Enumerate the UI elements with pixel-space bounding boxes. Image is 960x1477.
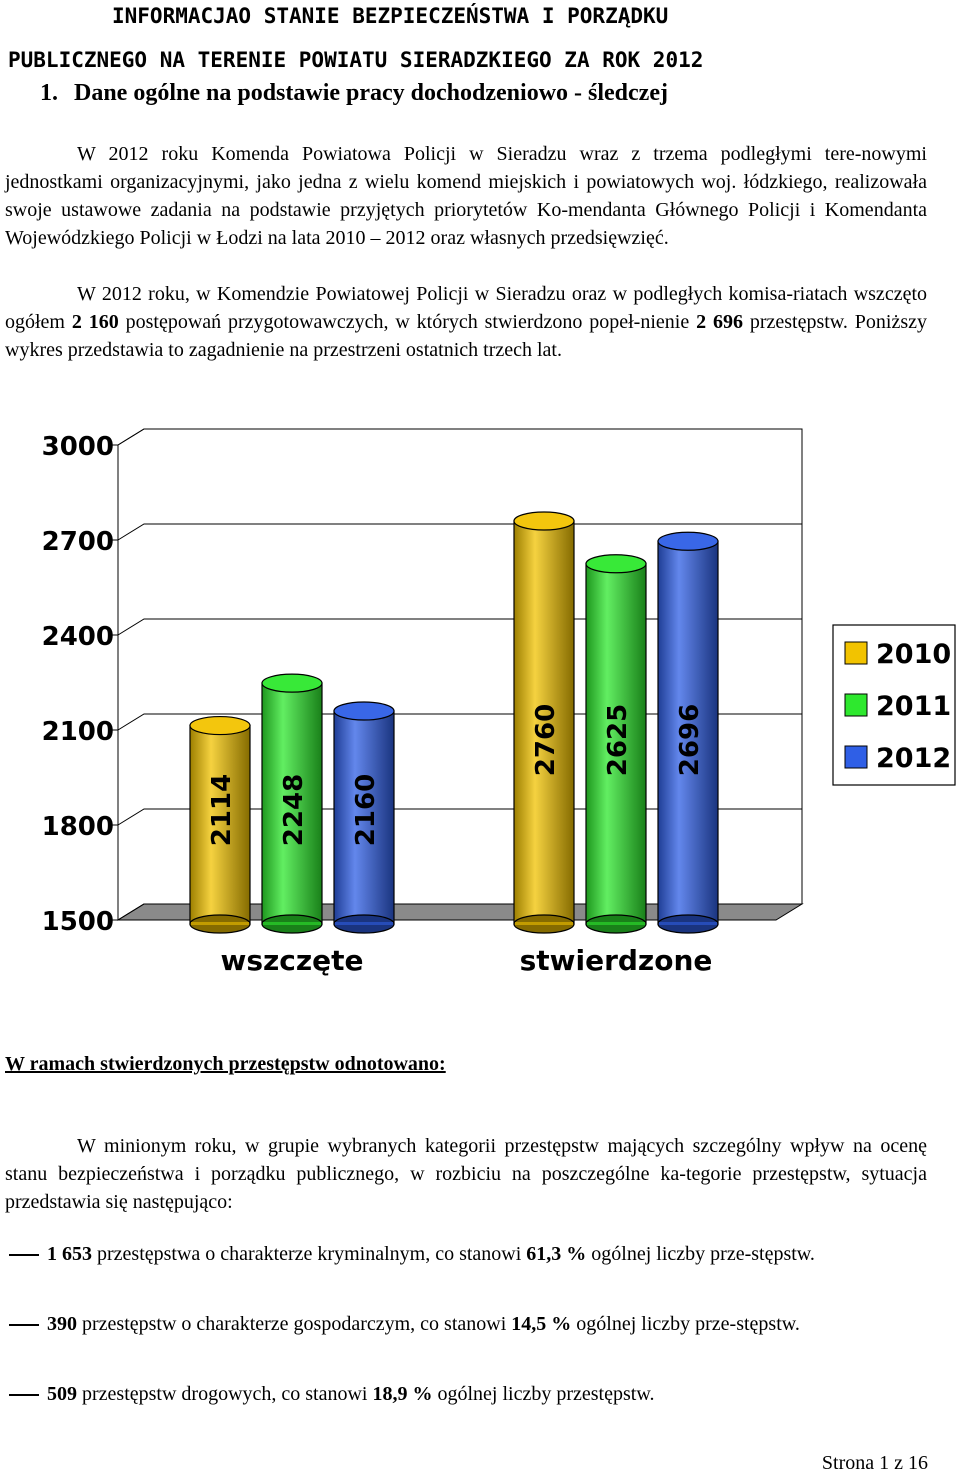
category-percent: 61,3 % xyxy=(526,1243,587,1265)
y-tick-label: 2100 xyxy=(41,717,114,747)
initiated-count: 2 160 xyxy=(71,311,119,333)
category-item-text xyxy=(47,1380,927,1408)
bar-top xyxy=(658,532,718,550)
category-count: 390 xyxy=(47,1313,77,1335)
category-item-traffic xyxy=(5,1380,927,1408)
legend-swatch-2012 xyxy=(845,746,867,768)
intro-paragraph-text: W 2012 roku Komenda Powiatowa Policji w Sieradzu wraz z trzema podległymi tere-nowymi jednostkami organizacyjnymi, jako jedna z wielu komend miejskich i powiatowych woj. łódzkiego, realizowała swoje ustawowe zadania na podstawie przyjętych priorytetów Ko-mendanta Głównego Policji i Komendanta Wojewódzkiego Policji w Łodzi na lata 2010 – 2012 oraz własnych przedsięwzięć. xyxy=(5,143,927,249)
document-title-line-2: PUBLICZNEGO NA TERENIE POWIATU SIERADZKIEGO ZA ROK 2012 xyxy=(8,48,704,72)
category-percent: 14,5 % xyxy=(511,1313,572,1335)
dash-bullet-icon xyxy=(9,1254,39,1256)
bar-base-fill xyxy=(335,922,393,925)
category-item-text xyxy=(47,1310,927,1338)
category-text: przestępstw drogowych, co stanowi xyxy=(77,1383,373,1405)
data-label: 2248 xyxy=(279,773,309,847)
y-tick-label: 2400 xyxy=(41,622,114,652)
categories-paragraph-text: W minionym roku, w grupie wybranych kategorii przestępstw mających szczególny wpływ na ocenę stanu bezpieczeństwa i porządku publicznego, w rozbiciu na poszczególne ka-tegorie przestępstw, sytuacja przedstawia się następująco: xyxy=(5,1135,927,1213)
category-percent: 18,9 % xyxy=(372,1383,433,1405)
category-text: ogólnej liczby prze-stępstw. xyxy=(586,1243,815,1265)
y-tick-label: 1800 xyxy=(41,812,114,842)
bar-2010-0 xyxy=(190,717,250,933)
category-item-text xyxy=(47,1240,927,1268)
bar-2012-0 xyxy=(334,702,394,933)
crime-statistics-chart xyxy=(0,410,960,1000)
y-tick-label: 1500 xyxy=(41,907,114,937)
statistics-text-a: W 2012 roku, w Komendzie Powiatowej Policji w Sieradzu oraz w podległych komisa-riatach wszczęto ogółem xyxy=(5,283,927,333)
y-tick-label: 3000 xyxy=(41,432,114,462)
category-count: 1 653 xyxy=(47,1243,92,1265)
section-number: 1. xyxy=(40,80,58,106)
summary-heading: W ramach stwierdzonych przestępstw odnotowano: xyxy=(5,1053,446,1075)
bar-2010-1 xyxy=(514,512,574,933)
category-count: 509 xyxy=(47,1383,77,1405)
category-item-criminal xyxy=(5,1240,927,1268)
data-label: 2160 xyxy=(351,773,381,847)
bar-base-fill xyxy=(191,922,249,925)
legend-label: 2010 xyxy=(876,639,952,670)
legend-label: 2011 xyxy=(876,691,952,722)
legend-label: 2012 xyxy=(876,743,952,774)
dash-bullet-icon xyxy=(9,1394,39,1396)
page-number: Strona 1 z 16 xyxy=(821,1452,928,1474)
category-text: przestępstw o charakterze gospodarczym, co stanowi xyxy=(77,1313,512,1335)
category-text: ogólnej liczby przestępstw. xyxy=(432,1383,655,1405)
bar-2011-0 xyxy=(262,674,322,933)
data-label: 2114 xyxy=(207,773,237,847)
bar-top xyxy=(262,674,322,692)
legend-swatch-2010 xyxy=(845,642,867,664)
category-label: wszczęte xyxy=(220,944,364,977)
bar-2011-1 xyxy=(586,555,646,933)
category-item-economic xyxy=(5,1310,927,1338)
data-label: 2760 xyxy=(531,703,561,777)
section-title: Dane ogólne na podstawie pracy dochodzeniowo - śledczej xyxy=(74,80,668,106)
categories-paragraph xyxy=(5,1132,927,1216)
intro-paragraph xyxy=(5,140,927,252)
data-label: 2625 xyxy=(603,703,633,777)
detected-count: 2 696 xyxy=(696,311,743,333)
y-tick-label: 2700 xyxy=(41,527,114,557)
bar-top xyxy=(514,512,574,530)
category-label: stwierdzone xyxy=(519,944,713,977)
category-text: ogólnej liczby prze-stępstw. xyxy=(571,1313,800,1335)
document-title-line-1: INFORMACJAO STANIE BEZPIECZEŃSTWA I PORZĄDKU xyxy=(112,4,669,28)
bar-base-fill xyxy=(659,922,717,925)
bar-base-fill xyxy=(587,922,645,925)
bar-base-fill xyxy=(263,922,321,925)
statistics-text-c: postępowań przygotowawczych, w których stwierdzono popeł-nienie xyxy=(118,311,697,333)
bar-top xyxy=(586,555,646,573)
dash-bullet-icon xyxy=(9,1324,39,1326)
section-heading xyxy=(40,80,668,107)
bar-top xyxy=(334,702,394,720)
legend-swatch-2011 xyxy=(845,694,867,716)
bar-base-fill xyxy=(515,922,573,925)
bar-top xyxy=(190,717,250,735)
statistics-paragraph xyxy=(5,280,927,364)
statistics-text-e: przestępstw. Poniższy wykres przedstawia to zagadnienie na przestrzeni ostatnich trzech lat. xyxy=(5,311,928,361)
data-label: 2696 xyxy=(675,703,705,777)
bar-2012-1 xyxy=(658,532,718,933)
category-text: przestępstwa o charakterze kryminalnym, co stanowi xyxy=(92,1243,527,1265)
